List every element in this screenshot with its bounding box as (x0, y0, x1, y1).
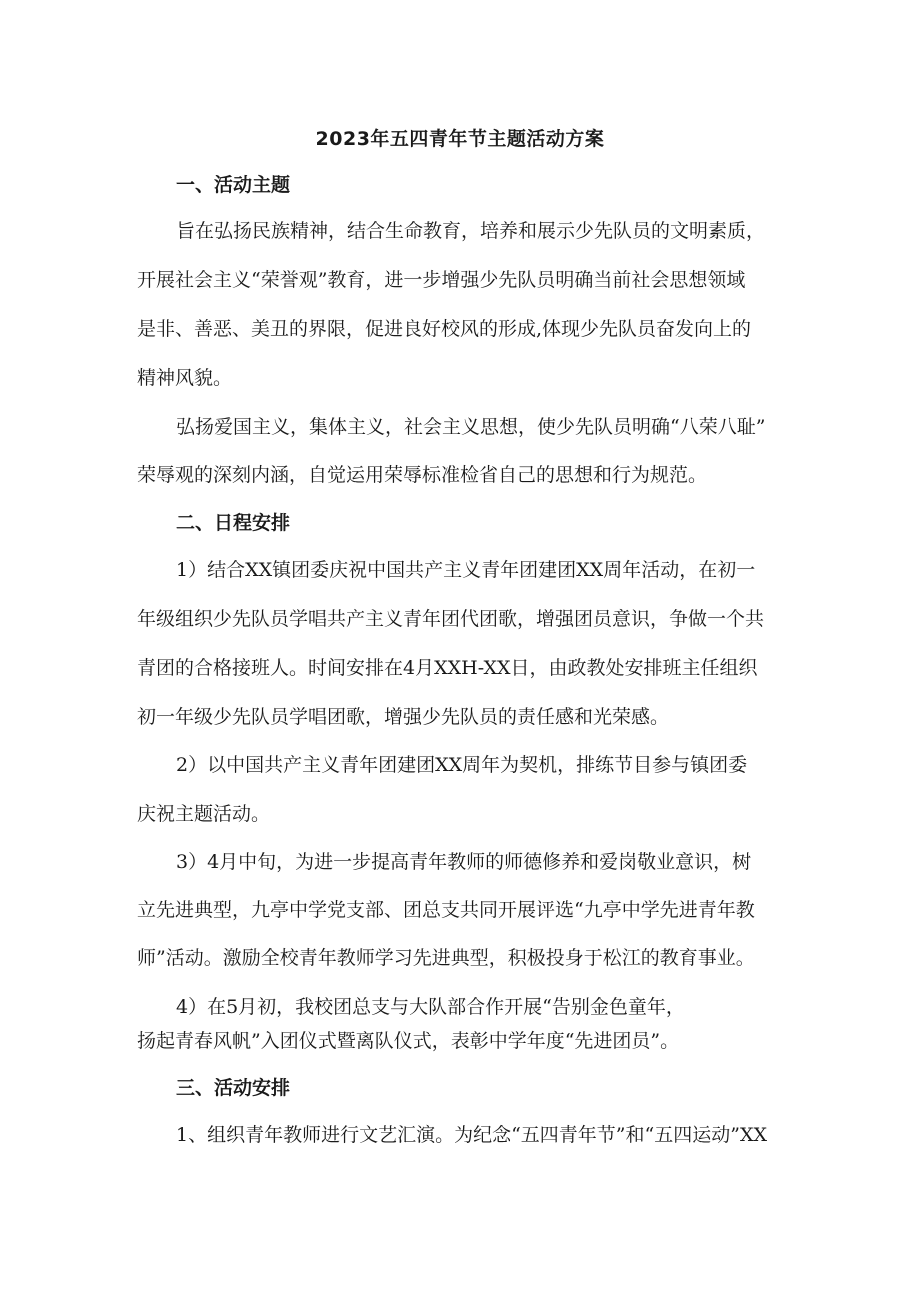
section-heading-theme: 一、活动主题 (176, 174, 291, 196)
paragraph-line: 3）4月中旬，为进一步提高青年教师的师德修养和爱岗敬业意识，树 (176, 851, 752, 873)
section-heading-schedule: 二、日程安排 (176, 512, 291, 534)
paragraph-line: 是非、善恶、美丑的界限，促进良好校风的形成,体现少先队员奋发向上的 (137, 318, 752, 340)
paragraph-line: 庆祝主题活动。 (137, 803, 271, 825)
paragraph-line: 4）在5月初，我校团总支与大队部合作开展“告别金色童年， (176, 996, 685, 1018)
paragraph-line: 师”活动。激励全校青年教师学习先进典型，积极投身于松江的教育事业。 (137, 947, 755, 969)
paragraph-line: 立先进典型，九亭中学党支部、团总支共同开展评选“九亭中学先进青年教 (137, 899, 755, 921)
section-heading-activities: 三、活动安排 (176, 1077, 291, 1099)
paragraph-line: 荣辱观的深刻内涵，自觉运用荣辱标准检省自己的思想和行为规范。 (137, 464, 708, 486)
paragraph-line: 年级组织少先队员学唱共产主义青年团代团歌，增强团员意识，争做一个共 (137, 608, 765, 630)
paragraph-line: 开展社会主义“荣誉观”教育，进一步增强少先队员明确当前社会思想领域 (137, 269, 746, 291)
paragraph-line: 2）以中国共产主义青年团建团XX周年为契机，排练节目参与镇团委 (176, 754, 748, 776)
paragraph-line: 1、组织青年教师进行文艺汇演。为纪念“五四青年节”和“五四运动”XX (176, 1124, 767, 1146)
paragraph-line: 旨在弘扬民族精神，结合生命教育，培养和展示少先队员的文明素质， (176, 220, 766, 242)
paragraph-line: 青团的合格接班人。时间安排在4月XXH-XX日，由政教处安排班主任组织 (137, 657, 758, 679)
paragraph-line: 初一年级少先队员学唱团歌，增强少先队员的责任感和光荣感。 (137, 706, 670, 728)
paragraph-line: 扬起青春风帆”入团仪式暨离队仪式，表彰中学年度“先进团员”。 (137, 1030, 680, 1052)
paragraph-line: 弘扬爱国主义，集体主义，社会主义思想，使少先队员明确“八荣八耻” (176, 416, 766, 438)
paragraph-line: 1）结合XX镇团委庆祝中国共产主义青年团建团XX周年活动，在初一 (176, 559, 756, 581)
document-title: 2023年五四青年节主题活动方案 (315, 128, 605, 150)
paragraph-line: 精神风貌。 (137, 367, 233, 389)
